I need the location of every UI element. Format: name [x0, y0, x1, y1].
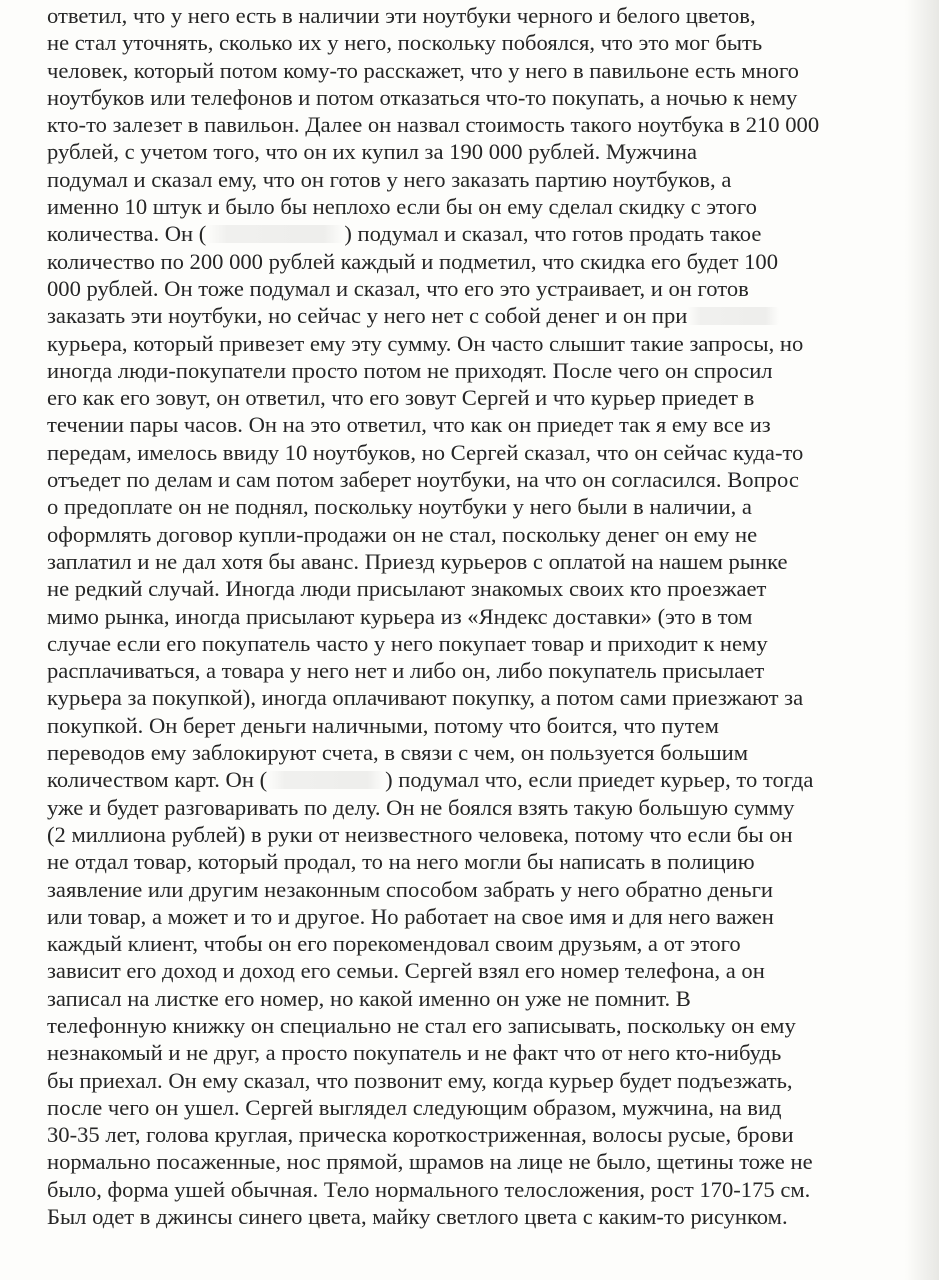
- text-line: зависит его доход и доход его семьи. Сергей взял его номер телефона, а он: [47, 958, 765, 984]
- text-segment: заказать эти ноутбуки, но сейчас у него нет с собой денег и он при: [47, 303, 688, 329]
- text-line: телефонную книжку он специально не стал его записывать, поскольку он ему: [47, 1012, 796, 1038]
- text-line: заявление или другим незаконным способом забрать у него обратно деньги: [47, 876, 773, 902]
- text-line: курьера, который привезет ему эту сумму. Он часто слышит такие запросы, но: [47, 330, 804, 356]
- text-line: иногда люди-покупатели просто потом не приходят. После чего он спросил: [47, 357, 773, 383]
- text-line: рублей, с учетом того, что он их купил за 190 000 рублей. Мужчина: [47, 139, 698, 165]
- text-line: случае если его покупатель часто у него покупает товар и приходит к нему: [47, 630, 768, 656]
- text-line: [47, 302, 927, 329]
- text-segment: ) подумал что, если приедет курьер, то тогда: [385, 767, 814, 793]
- text-line: расплачиваться, а товара у него нет и либо он, либо покупатель присылает: [47, 658, 765, 684]
- text-line: [47, 766, 927, 793]
- text-line: о предоплате он не поднял, поскольку ноутбуки у него были в наличии, а: [47, 494, 752, 520]
- text-line: кто-то залезет в павильон. Далее он назвал стоимость такого ноутбука в 210 000: [47, 112, 820, 138]
- text-segment: количества. Он (: [47, 221, 207, 247]
- document-body: [47, 2, 927, 1230]
- text-line: бы приехал. Он ему сказал, что позвонит ему, когда курьер будет подъезжать,: [47, 1067, 793, 1093]
- text-line: ответил, что у него есть в наличии эти ноутбуки черного и белого цветов,: [47, 3, 756, 28]
- text-line: незнакомый и не друг, а просто покупатель и не факт что от него кто-нибудь: [47, 1040, 782, 1066]
- text-line: (2 миллиона рублей) в руки от неизвестного человека, потому что если бы он: [47, 821, 793, 847]
- text-line: мимо рынка, иногда присылают курьера из «Яндекс доставки» (это в том: [47, 603, 753, 629]
- text-line: оформлять договор купли-продажи он не стал, поскольку денег он ему не: [47, 521, 758, 547]
- text-line: не редкий случай. Иногда люди присылают знакомых своих кто проезжает: [47, 576, 767, 602]
- text-line: Был одет в джинсы синего цвета, майку светлого цвета с каким-то рисунком.: [47, 1204, 788, 1230]
- text-line: его как его зовут, он ответил, что его зовут Сергей и что курьер приедет в: [47, 385, 755, 411]
- text-line: 000 рублей. Он тоже подумал и сказал, что его это устраивает, и он готов: [47, 275, 749, 301]
- text-line: заплатил и не дал хотя бы аванс. Приезд курьеров с оплатой на нашем рынке: [47, 548, 788, 574]
- text-line: именно 10 штук и было бы неплохо если бы он ему сделал скидку с этого: [47, 194, 757, 220]
- text-line: после чего он ушел. Сергей выглядел следующим образом, мужчина, на вид: [47, 1094, 782, 1120]
- text-line: ноутбуков или телефонов и потом отказаться что-то покупать, а ночью к нему: [47, 84, 798, 110]
- text-line: [47, 220, 927, 247]
- text-line: было, форма ушей обычная. Тело нормального телосложения, рост 170-175 см.: [47, 1176, 811, 1202]
- redacted-name: [687, 307, 779, 325]
- text-line: человек, который потом кому-то расскажет, что у него в павильоне есть много: [47, 57, 799, 83]
- text-line: течении пары часов. Он на это ответил, что как он приедет так я ему все из: [47, 412, 771, 438]
- text-line: 30-35 лет, голова круглая, прическа короткостриженная, волосы русые, брови: [47, 1122, 794, 1148]
- text-line: не стал уточнять, сколько их у него, поскольку побоялся, что это мог быть: [47, 30, 763, 56]
- text-segment: количеством карт. Он (: [47, 767, 268, 793]
- text-segment: ) подумал и сказал, что готов продать такое: [344, 221, 762, 247]
- text-line: количество по 200 000 рублей каждый и подметил, что скидка его будет 100: [47, 248, 779, 274]
- text-line: нормально посаженные, нос прямой, шрамов на лице не было, щетины тоже не: [47, 1149, 813, 1175]
- text-line: подумал и сказал ему, что он готов у него заказать партию ноутбуков, а: [47, 166, 732, 192]
- text-line: передам, имелось ввиду 10 ноутбуков, но Сергей сказал, что он сейчас куда-то: [47, 439, 804, 465]
- text-line: каждый клиент, чтобы он его порекомендовал своим друзьям, а от этого: [47, 931, 741, 957]
- redacted-name: [206, 225, 344, 243]
- text-line: не отдал товар, который продал, то на него могли бы написать в полицию: [47, 849, 755, 875]
- text-line: переводов ему заблокируют счета, в связи с чем, он пользуется большим: [47, 740, 749, 766]
- text-line: покупкой. Он берет деньги наличными, потому что боится, что путем: [47, 712, 719, 738]
- redacted-name: [267, 771, 385, 789]
- text-line: записал на листке его номер, но какой именно он уже не помнит. В: [47, 985, 691, 1011]
- text-line: курьера за покупкой), иногда оплачивают покупку, а потом сами приезжают за: [47, 685, 804, 711]
- text-line: или товар, а может и то и другое. Но работает на свое имя и для него важен: [47, 903, 774, 929]
- text-line: уже и будет разговаривать по делу. Он не боялся взять такую большую сумму: [47, 794, 795, 820]
- text-line: отъедет по делам и сам потом заберет ноутбуки, на что он согласился. Вопрос: [47, 467, 799, 493]
